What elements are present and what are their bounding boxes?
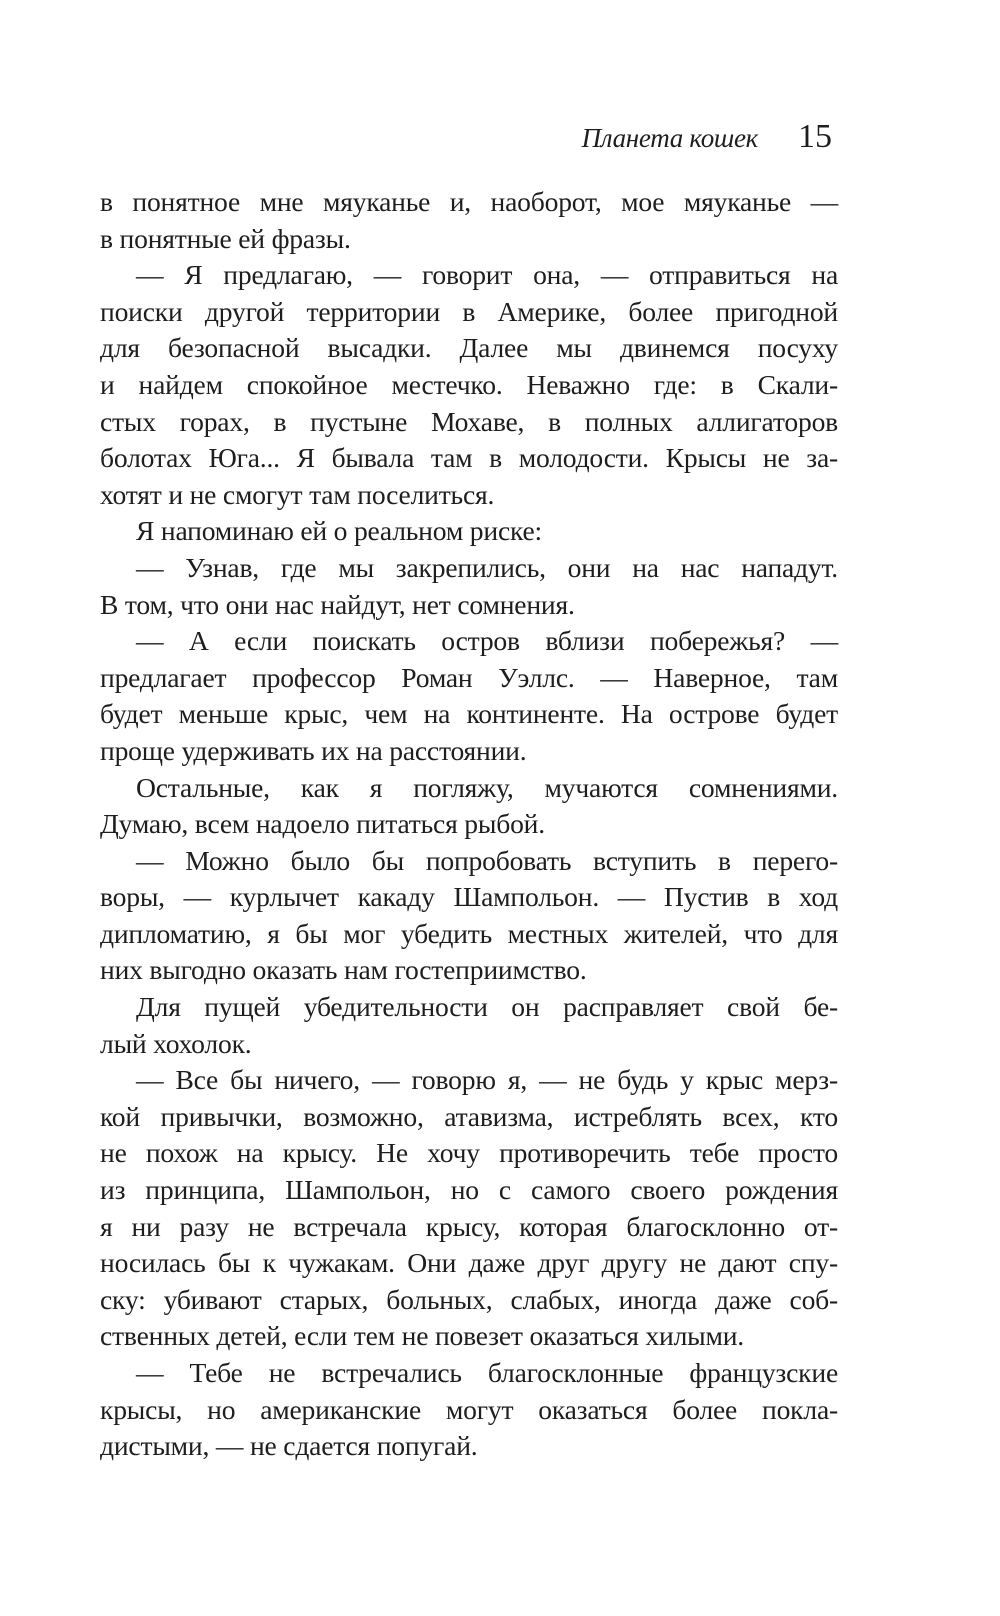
text-line: дипломатию, я бы мог убедить местных жителей, что для xyxy=(100,917,838,949)
body-text xyxy=(100,184,838,1465)
text-line: в понятное мне мяуканье и, наоборот, мое мяуканье — xyxy=(100,186,838,217)
text-line: Я напоминаю ей о реальном риске: xyxy=(136,515,543,547)
text-line: будет меньше крыс, чем на континенте. На острове будет xyxy=(100,698,838,730)
text-line: стых горах, в пустыне Мохаве, в полных аллигаторов xyxy=(100,405,838,437)
text-line: Думаю, всем надоело питаться рыбой. xyxy=(100,808,545,840)
text-line: предлагает профессор Роман Уэллс. — Наверное, там xyxy=(100,661,838,693)
text-line: — Тебе не встречались благосклонные французские xyxy=(136,1357,838,1388)
text-line: кой привычки, возможно, атавизма, истреблять всех, кто xyxy=(100,1100,838,1132)
text-line: — А если поискать остров вблизи побережья? — xyxy=(136,625,838,657)
text-line: в понятные ей фразы. xyxy=(100,222,351,254)
text-line: проще удерживать их на расстоянии. xyxy=(100,734,527,766)
running-title: Планета кошек xyxy=(581,123,758,153)
text-line: не похож на крысу. Не хочу противоречить тебе просто xyxy=(100,1137,838,1169)
text-line: крысы, но американские могут оказаться более покла- xyxy=(100,1393,838,1425)
text-line: хотят и не смогут там поселиться. xyxy=(100,478,495,510)
text-line: Для пущей убедительности он расправляет свой бе- xyxy=(136,991,838,1023)
text-line: из принципа, Шампольон, но с самого своего рождения xyxy=(100,1174,838,1206)
text-line: Остальные, как я погляжу, мучаются сомнениями. xyxy=(136,771,838,803)
text-line: дистыми, — не сдается попугай. xyxy=(100,1430,478,1462)
text-line: воры, — курлычет какаду Шампольон. — Пустив в ход xyxy=(100,881,838,913)
text-line: В том, что они нас найдут, нет сомнения. xyxy=(100,588,575,620)
text-line: и найдем спокойное местечко. Неважно где: в Скали- xyxy=(100,368,838,400)
text-line: ску: убивают старых, больных, слабых, иногда даже соб- xyxy=(100,1283,838,1315)
text-line: — Можно было бы попробовать вступить в перего- xyxy=(136,844,838,876)
text-line: носилась бы к чужакам. Они даже друг другу не дают спу- xyxy=(100,1247,838,1279)
text-line: — Узнав, где мы закрепились, они на нас нападут. xyxy=(136,551,838,583)
running-head xyxy=(100,118,832,168)
text-line: поиски другой территории в Америке, более пригодной xyxy=(100,295,838,327)
text-line: — Я предлагаю, — говорит она, — отправиться на xyxy=(136,259,838,291)
text-line: — Все бы ничего, — говорю я, — не будь у крыс мерз- xyxy=(136,1064,838,1096)
text-line: лый хохолок. xyxy=(100,1027,252,1059)
text-line: них выгодно оказать нам гостеприимство. xyxy=(100,954,587,986)
text-line: для безопасной высадки. Далее мы двинемся посуху xyxy=(100,332,838,364)
text-line: ственных детей, если тем не повезет оказаться хилыми. xyxy=(100,1320,745,1352)
text-line: болотах Юга... Я бывала там в молодости. Крысы не за- xyxy=(100,442,838,474)
text-line: я ни разу не встречала крысу, которая благосклонно от- xyxy=(100,1210,838,1242)
page-number: 15 xyxy=(798,118,832,155)
